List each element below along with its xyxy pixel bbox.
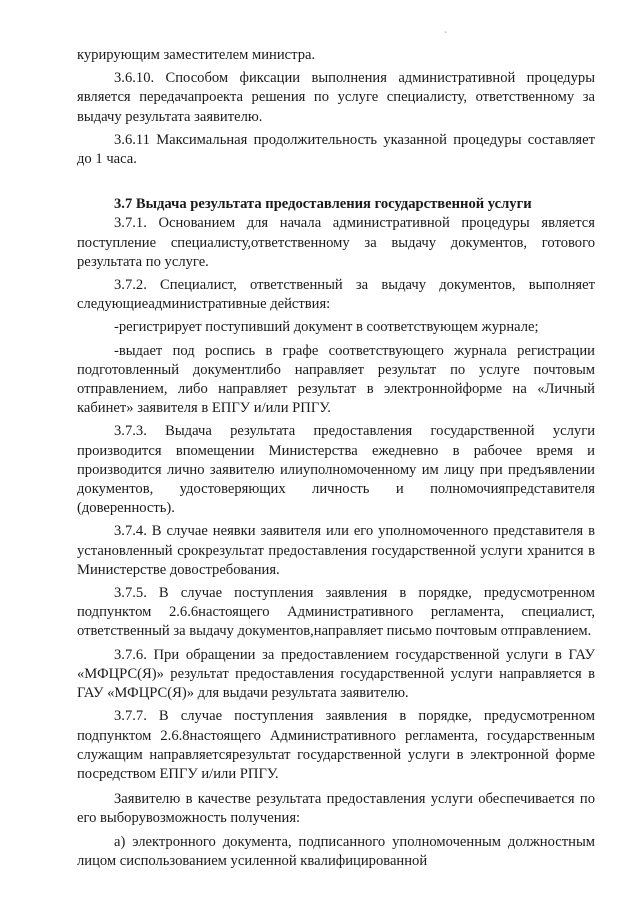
- section-heading-3-7: 3.7 Выдача результата предоставления государственной услуги: [114, 196, 532, 213]
- list-item-issue: -выдает под роспись в графе соответствующего журнала регистрации подготовленный документлибо направляет результат по услуге почтовым отправлением, либо направляет результат в электроннойформе на «Личный кабинет» заявителя в ЕПГУ и/или РПГУ.: [77, 342, 595, 417]
- paragraph-3-7-5: 3.7.5. В случае поступления заявления в порядке, предусмотренном подпунктом 2.6.6настоящего Административного регламента, специалист, ответственный за выдачу документов,направляет письмо почтовым отправлением.: [77, 585, 595, 640]
- paragraph-3-6-10: 3.6.10. Способом фиксации выполнения административной процедуры является передачапроекта решения по услуге специалисту, ответственному за выдачу результата заявителю.: [77, 70, 595, 125]
- paragraph-minister: курирующим заместителем министра.: [77, 47, 316, 63]
- list-item-register: -регистрирует поступивший документ в соответствующем журнале;: [114, 319, 539, 336]
- paragraph-3-7-4: 3.7.4. В случае неявки заявителя или его уполномоченного представителя в установленный срокрезультат предоставления государственной услуги хранится в Министерстве довостребования.: [77, 523, 595, 578]
- paragraph-result-options: Заявителю в качестве результата предоставления услуги обеспечивается по его выборувозможность получения:: [77, 791, 595, 827]
- paragraph-3-7-7: 3.7.7. В случае поступления заявления в порядке, предусмотренном подпунктом 2.6.8настоящего Административного регламента, государственным служащим направляетсярезультат государственной услуги в электронной форме посредством ЕПГУ и/или РПГУ.: [77, 708, 595, 782]
- paragraph-3-7-3: 3.7.3. Выдача результата предоставления государственной услуги производится впомещении Министерства ежедневно в рабочее время и производится лично заявителю илиуполномоченному им лицу при предъявлении документов, удостоверяющих личность и полномочияпредставителя (доверенность).: [77, 423, 595, 517]
- document-body: [77, 46, 595, 871]
- paragraph-3-7-6: 3.7.6. При обращении за предоставлением государственной услуги в ГАУ «МФЦРС(Я)» результат предоставления государственной услуги направляется в ГАУ «МФЦРС(Я)» для выдачи результата заявителю.: [77, 646, 595, 702]
- paragraph-3-6-11: 3.6.11 Максимальная продолжительность указанной процедуры составляет до 1 часа.: [77, 131, 595, 168]
- paragraph-3-7-1: 3.7.1. Основанием для начала административной процедуры является поступление специалисту,ответственному за выдачу документов, готового результата по услуге.: [77, 215, 595, 270]
- list-item-electronic-document: а) электронного документа, подписанного уполномоченным должностным лицом сиспользованием усиленной квалифицированной: [77, 833, 595, 869]
- scan-mark: `: [444, 31, 448, 40]
- paragraph-3-7-2: 3.7.2. Специалист, ответственный за выдачу документов, выполняет следующиеадминистративные действия:: [77, 277, 595, 313]
